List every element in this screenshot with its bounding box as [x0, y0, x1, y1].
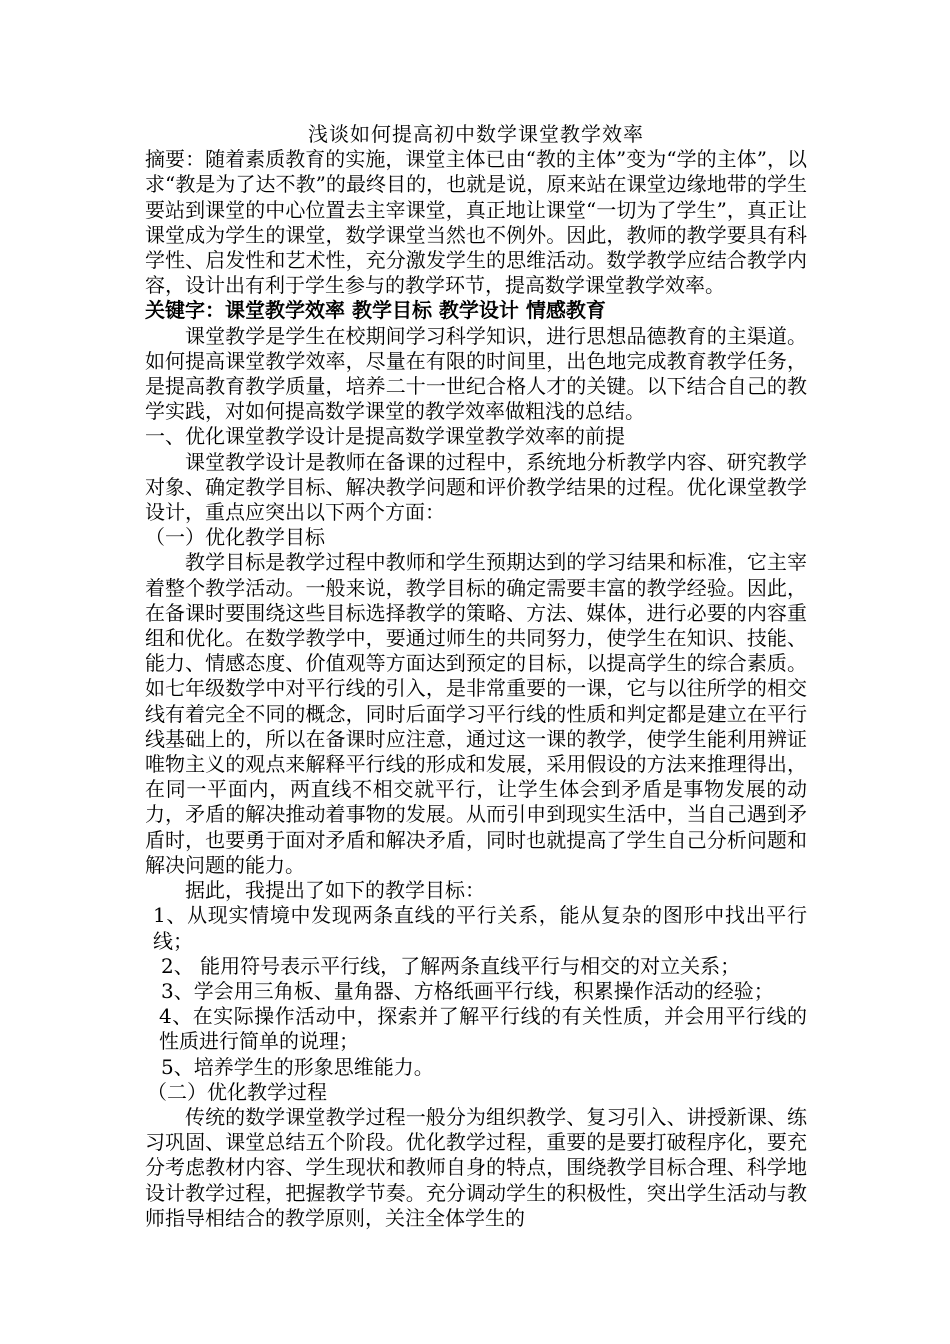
document-page: [145, 122, 807, 1231]
section1-paragraph: 课堂教学设计是教师在备课的过程中，系统地分析教学内容、研究教学对象、确定教学目标、解决教学问题和评价教学结果的过程。优化课堂教学设计，重点应突出以下两个方面：: [145, 449, 807, 525]
keywords-line: 关键字：课堂教学效率 教学目标 教学设计 情感教育: [145, 298, 606, 323]
goal-item: 2、 能用符号表示平行线，了解两条直线平行与相交的对立关系；: [161, 953, 741, 978]
subsection1-paragraph: 教学目标是教学过程中教师和学生预期达到的学习结果和标准，它主宰着整个教学活动。一般来说，教学目标的确定需要丰富的教学经验。因此，在备课时要围绕这些目标选择教学的策略、方法、媒体，进行必要的内容重组和优化。在数学教学中，要通过师生的共同努力，使学生在知识、技能、能力、情感态度、价值观等方面达到预定的目标，以提高学生的综合素质。如七年级数学中对平行线的引入，是非常重要的一课，它与以往所学的相交线有着完全不同的概念，同时后面学习平行线的性质和判定都是建立在平行线基础上的，所以在备课时应注意，通过这一课的教学，使学生能利用辨证唯物主义的观点来解释平行线的形成和发展，采用假设的方法来推理得出，在同一平面内，两直线不相交就平行，让学生体会到矛盾是事物发展的动力，矛盾的解决推动着事物的发展。从而引申到现实生活中，当自己遇到矛盾时，也要勇于面对矛盾和解决矛盾，同时也就提高了学生自己分析问题和解决问题的能力。: [145, 550, 807, 877]
subsection2-paragraph: 传统的数学课堂教学过程一般分为组织教学、复习引入、讲授新课、练习巩固、课堂总结五个阶段。优化教学过程，重要的是要打破程序化，要充分考虑教材内容、学生现状和教师自身的特点，围绕教学目标合理、科学地设计教学过程，把握教学节奏。充分调动学生的积极性，突出学生活动与教师指导相结合的教学原则，关注全体学生的: [145, 1104, 807, 1230]
subsection2-heading: （二）优化教学过程: [147, 1079, 327, 1104]
goal-item: 4、在实际操作活动中，探索并了解平行线的有关性质，并会用平行线的性质进行简单的说理；: [159, 1004, 807, 1054]
section1-heading: 一、优化课堂教学设计是提高数学课堂教学效率的前提: [145, 424, 625, 449]
goals-intro: 据此，我提出了如下的教学目标：: [185, 878, 485, 903]
subsection1-heading: （一）优化教学目标: [145, 525, 325, 550]
document-title: 浅谈如何提高初中数学课堂教学效率: [308, 122, 644, 146]
goal-item: 1、从现实情境中发现两条直线的平行关系，能从复杂的图形中找出平行线；: [153, 903, 807, 953]
intro-paragraph: 课堂教学是学生在校期间学习科学知识，进行思想品德教育的主渠道。如何提高课堂教学效率，尽量在有限的时间里，出色地完成教育教学任务，是提高教育教学质量，培养二十一世纪合格人才的关键。以下结合自己的教学实践，对如何提高数学课堂的教学效率做粗浅的总结。: [145, 323, 807, 424]
abstract-paragraph: 摘要：随着素质教育的实施，课堂主体已由“教的主体”变为“学的主体”，以求“教是为了达不教”的最终目的，也就是说，原来站在课堂边缘地带的学生要站到课堂的中心位置去主宰课堂，真正地让课堂“一切为了学生”，真正让课堂成为学生的课堂，数学课堂当然也不例外。因此，教师的教学要具有科学性、启发性和艺术性，充分激发学生的思维活动。数学教学应结合教学内容，设计出有利于学生参与的教学环节，提高数学课堂教学效率。: [145, 147, 807, 298]
goal-item: 5、培养学生的形象思维能力。: [161, 1054, 434, 1079]
goal-item: 3、学会用三角板、量角器、方格纸画平行线，积累操作活动的经验；: [161, 978, 774, 1003]
